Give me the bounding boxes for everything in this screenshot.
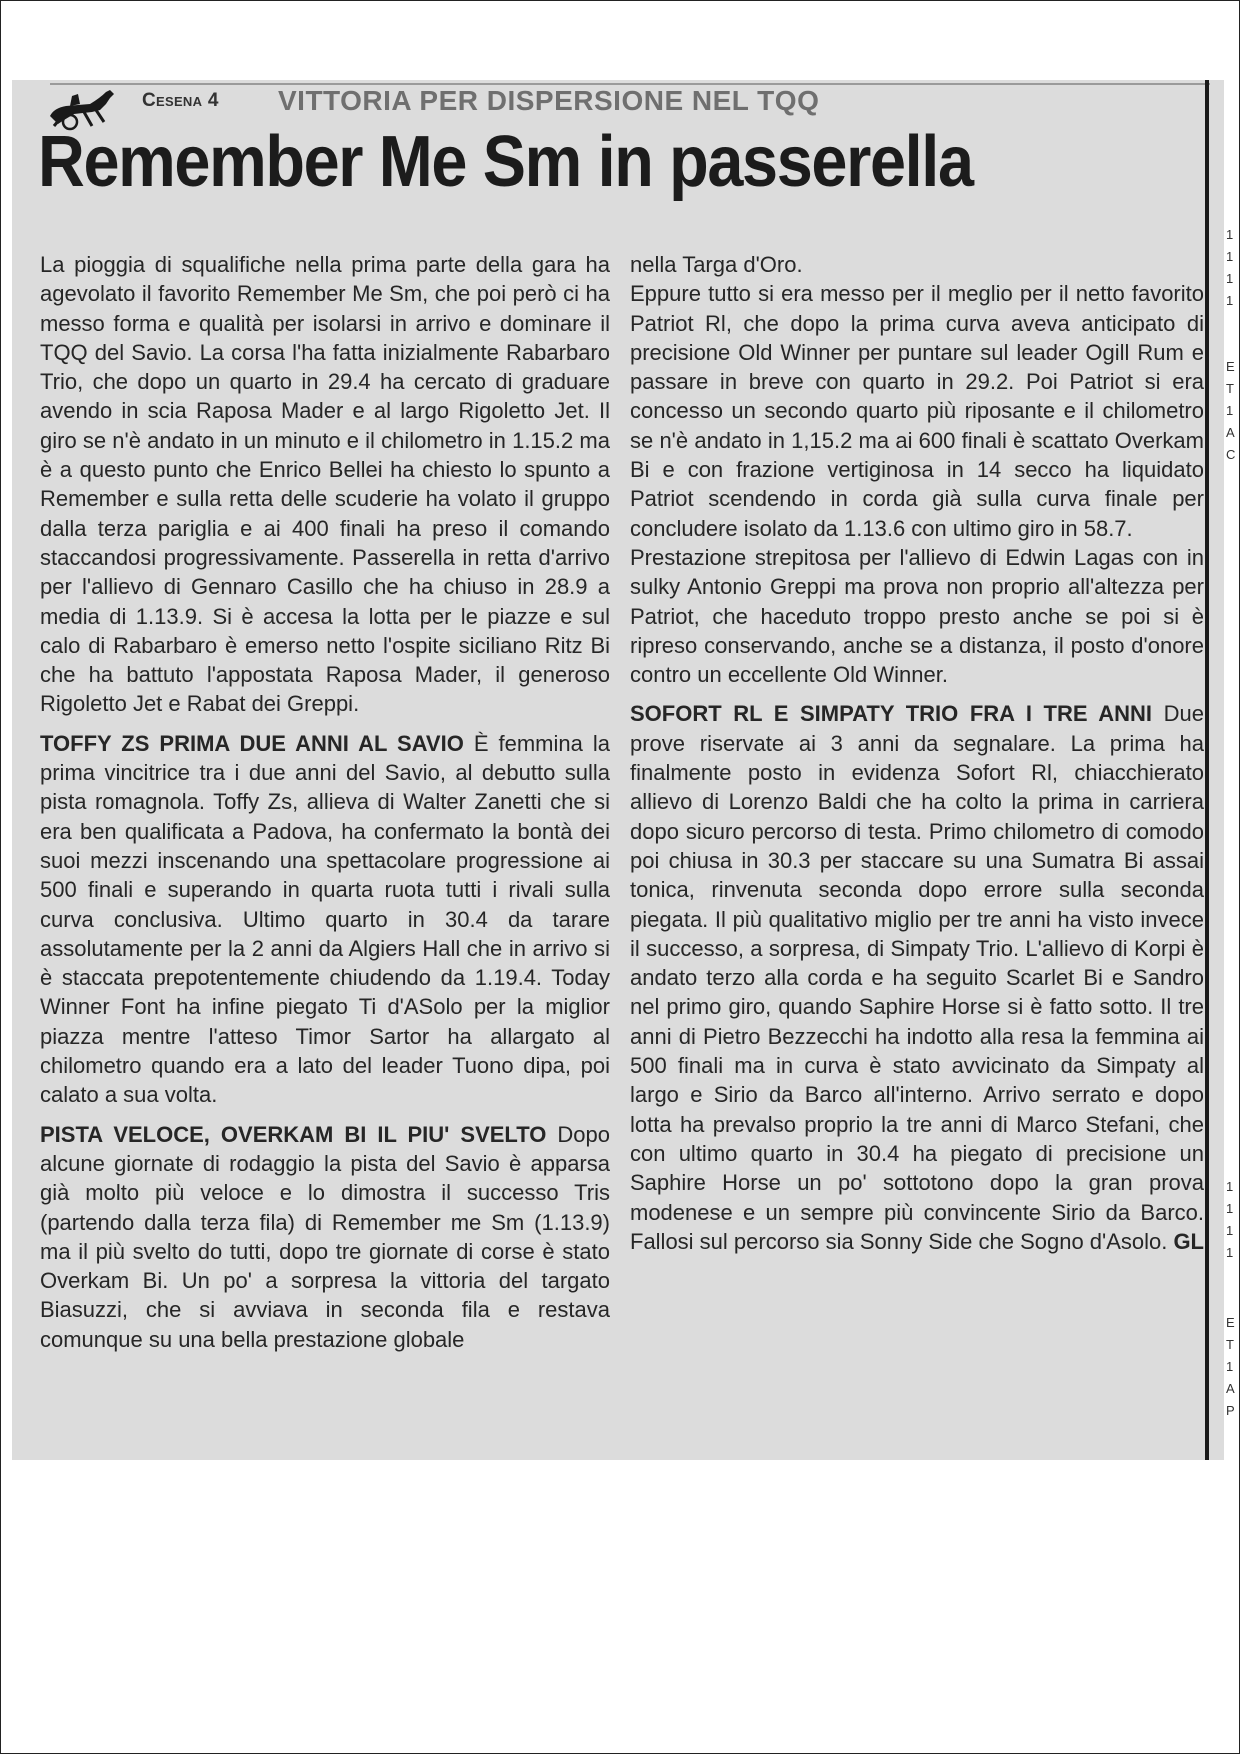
edge-mark: E [1226,1315,1235,1330]
continuation-line: nella Targa d'Oro. [630,252,803,277]
edge-mark: C [1226,447,1236,462]
body-toffy: È femmina la prima vincitrice tra i due anni del Savio, al debutto sulla pista romagnola. Toffy Zs, allieva di Walter Zanetti che si era ben qualificata a Padova, ha confermato la bontà dei suoi mezzi inscenando una spettacolare progressione ai 500 finali e superando in quarta ruota tutti i rivali sulla curva conclusiva. Ultimo quarto in 30.4 da tarare assolutamente per la 2 anni da Algiers Hall che in arrivo si è staccata prepotentemente chiudendo da 1.19.4. Today Winner Font ha infine piegato Ti d'ASolo per la miglior piazza mentre l'atteso Timor Sartor ha allargato al chilometro quando era a lato del leader Tuono dipa, poi calato a sua volta. [40,730,610,1108]
newspaper-clipping [12,80,1236,1460]
author-signature: GL [1173,1228,1204,1254]
subheading-toffy: TOFFY ZS PRIMA DUE ANNI AL SAVIO [40,730,464,756]
column-rule [1205,80,1209,1460]
edge-mark: T [1226,381,1234,396]
edge-mark: 1 [1226,1245,1234,1260]
edge-mark: 1 [1226,1223,1234,1238]
section-toffy [40,729,610,1110]
edge-mark: 1 [1226,249,1234,264]
left-column [40,250,610,1364]
subheading-pista: PISTA VELOCE, OVERKAM BI IL PIU' SVELTO [40,1121,547,1147]
paragraph-prestazione: Prestazione strepitosa per l'allievo di Edwin Lagas con in sulky Antonio Greppi ma prova non proprio all'altezza per Patriot, che haceduto troppo presto anche se poi si è ripreso conservando, anche se a distanza, il posto d'onore contro un eccellente Old Winner. [630,544,1204,688]
edge-mark: 1 [1226,271,1234,286]
subheading-sofort: SOFORT RL E SIMPATY TRIO FRA I TRE ANNI [630,701,1153,727]
section-sofort [630,699,1204,1256]
body-pista: Dopo alcune giornate di rodaggio la pista del Savio è apparsa già molto più veloce e lo dimostra il successo Tris (partendo dalla terza fila) di Remember me Sm (1.13.9) ma il più svelto do tutti, dopo tre giornate di corse è stato Overkam Bi. Un po' a sorpresa la vittoria del targato Biasuzzi, che si avviava in seconda fila e restava comunque su una bella prestazione globale [40,1121,610,1352]
body-sofort: Due prove riservate ai 3 anni da segnalare. La prima ha finalmente posto in evidenza Sofort Rl, chiacchierato allievo di Lorenzo Baldi che ha colto la prima in carriera dopo sicuro percorso di testa. Primo chilometro di comodo poi chiusa in 30.3 per staccare su una Sumatra Bi assai tonica, rinvenuta seconda dopo errore sulla seconda piegata. Il più qualitativo miglio per tre anni ha visto invece il successo, a sorpresa, di Simpaty Trio. L'allievo di Korpi è andato terzo alla corda e ha seguito Scarlet Bi e Sandro nel primo giro, quando Saphire Horse si è fatto sotto. Il tre anni di Pietro Bezzecchi ha indotto alla resa la femmina ai 500 finali ma in curva è stato avvicinato da Simpaty al largo e Sirio da Barco all'interno. Arrivo serrato e dopo lotta ha prevalso proprio la tre anni di Marco Stefani, che con ultimo quarto in 30.4 ha piegato di precisione un Saphire Horse un po' sottotono dopo la gran prova modenese e un sempre più convincente Sirio da Barco. Fallosi sul percorso sia Sonny Side che Sogno d'Asolo. [630,701,1204,1254]
edge-mark: A [1226,1381,1235,1396]
edge-mark: P [1226,1403,1235,1418]
overline: VITTORIA PER DISPERSIONE NEL TQQ [278,85,820,116]
edge-mark: 1 [1226,403,1234,418]
headline: Remember Me Sm in passerella [38,122,973,202]
edge-mark: 1 [1226,1359,1234,1374]
edge-mark: 1 [1226,227,1234,242]
section-kicker: Cesena 4 [142,90,219,111]
edge-mark: 1 [1226,293,1234,308]
edge-mark: 1 [1226,1201,1234,1216]
adjacent-column-fragments [1224,80,1238,1460]
edge-mark: 1 [1226,1179,1234,1194]
paragraph-patriot: Eppure tutto si era messo per il meglio per il netto favorito Patriot Rl, che dopo la prima curva aveva anticipato di precisione Old Winner per puntare sul leader Ogill Rum e passare in breve con quarto in 29.2. Poi Patriot si era concesso un secondo quarto più riposante e il chilometro se n'è andato in 1,15.2 ma ai 600 finali è scattato Overkam Bi e con frazione vertiginosa in 14 secco ha liquidato Patriot scendendo in corda già sulla curva finale per concludere isolato da 1.13.6 con ultimo giro in 58.7. [630,281,1204,541]
right-column [630,250,1204,1266]
edge-mark: A [1226,425,1235,440]
edge-mark: E [1226,359,1235,374]
edge-mark: T [1226,1337,1234,1352]
intro-paragraph: La pioggia di squalifiche nella prima parte della gara ha agevolato il favorito Remember Me Sm, che poi però ci ha messo forma e qualità per isolarsi in arrivo e dominare il TQQ del Savio. La corsa l'ha fatta inizialmente Rabarbaro Trio, che dopo un quarto in 29.4 ha cercato di graduare avendo in scia Raposa Mader e al largo Rigoletto Jet. Il giro se n'è andato in un minuto e il chilometro in 1.15.2 ma è a questo punto che Enrico Bellei ha chiesto lo spunto a Remember e sulla retta delle scuderie ha volato il gruppo dalla terza pariglia e ai 400 finali ha preso il comando staccandosi progressivamente. Passerella in retta d'arrivo per l'allievo di Gennaro Casillo che ha chiuso in 28.9 a media di 1.13.9. Si è accesa la lotta per le piazze e sul calo di Rabarbaro è emerso netto l'ospite siciliano Ritz Bi che ha battuto l'appostata Raposa Mader, il generoso Rigoletto Jet e Rabat dei Greppi. [40,252,610,717]
section-pista [40,1120,610,1354]
